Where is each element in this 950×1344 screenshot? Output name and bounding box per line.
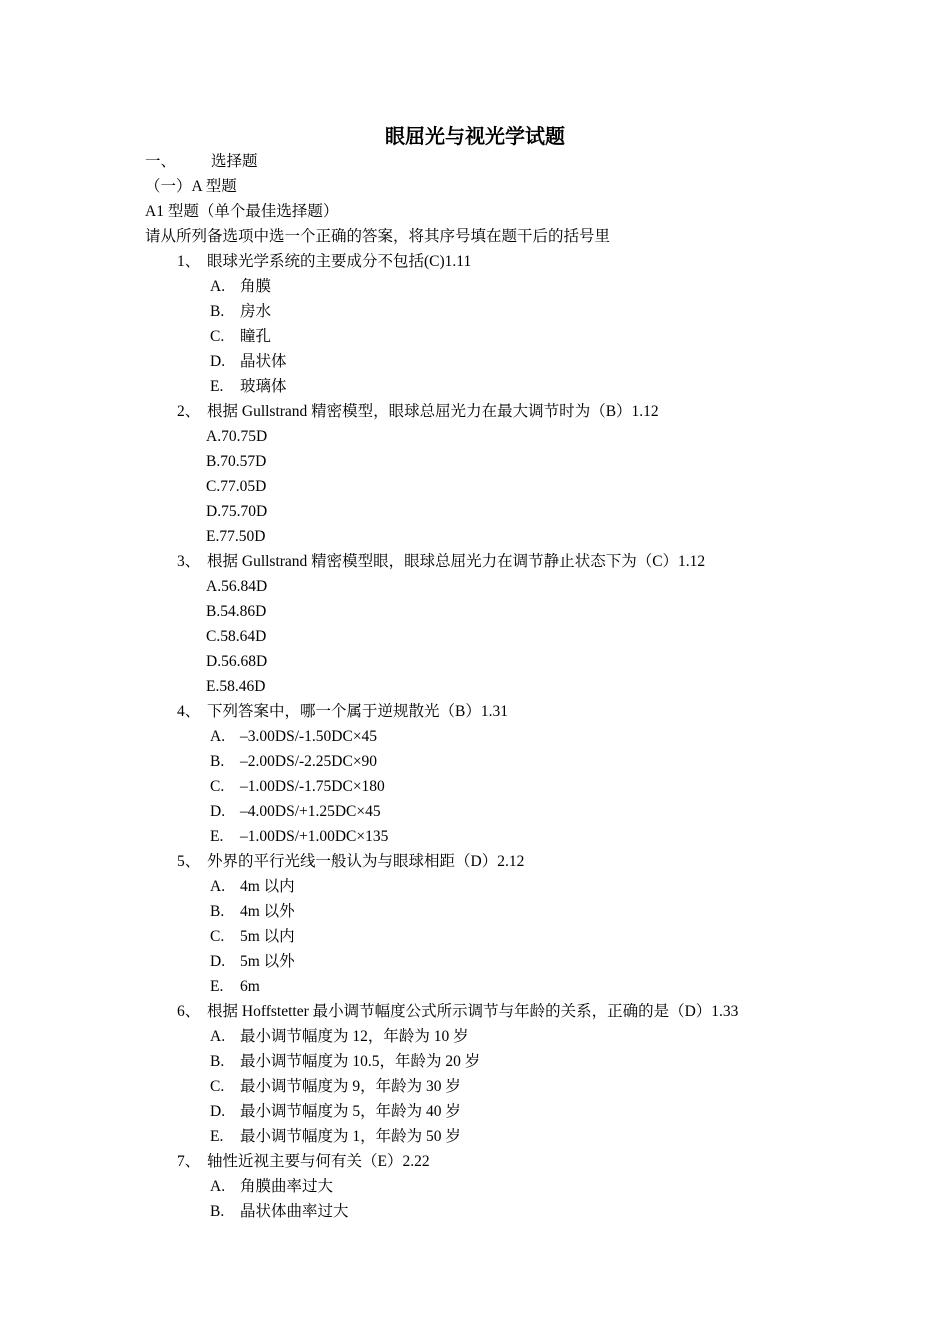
option-letter: B. (210, 903, 225, 920)
option-text: C.77.05D (206, 478, 267, 495)
option-text: –1.00DS/-1.75DC×180 (240, 778, 385, 795)
option-text: 角膜曲率过大 (240, 1178, 334, 1195)
question-item (0, 252, 950, 402)
option-text: 晶状体曲率过大 (240, 1203, 349, 1220)
answer-option (0, 427, 950, 452)
document-title: 眼屈光与视光学试题 (385, 126, 565, 148)
section-number: 一、 (145, 153, 177, 170)
question-stem (0, 402, 950, 427)
question-list (0, 252, 950, 1227)
option-text: 6m (240, 978, 260, 995)
question-item (0, 552, 950, 702)
question-item (0, 402, 950, 552)
option-text: 瞳孔 (240, 328, 272, 345)
option-letter: E. (210, 378, 224, 395)
answer-option (0, 602, 950, 627)
answer-option (0, 377, 950, 402)
option-text: 最小调节幅度为 9，年龄为 30 岁 (240, 1078, 461, 1095)
question-text: 下列答案中，哪一个属于逆规散光（B）1.31 (207, 703, 508, 720)
option-text: 5m 以外 (240, 953, 295, 970)
question-stem (0, 252, 950, 277)
question-text: 根据 Gullstrand 精密模型，眼球总屈光力在最大调节时为（B）1.12 (207, 403, 659, 420)
answer-option (0, 802, 950, 827)
question-text: 眼球光学系统的主要成分不包括(C)1.11 (207, 253, 472, 270)
question-stem (0, 552, 950, 577)
option-text: C.58.64D (206, 628, 267, 645)
option-letter: B. (210, 753, 225, 770)
section-label: 选择题 (211, 153, 258, 170)
answer-option (0, 727, 950, 752)
answer-option (0, 1177, 950, 1202)
answer-option (0, 577, 950, 602)
option-letter: B. (210, 1053, 225, 1070)
option-text: –2.00DS/-2.25DC×90 (240, 753, 378, 770)
question-item (0, 702, 950, 852)
question-item (0, 852, 950, 1002)
answer-option (0, 627, 950, 652)
option-letter: D. (210, 1103, 226, 1120)
question-text: 根据 Hoffstetter 最小调节幅度公式所示调节与年龄的关系，正确的是（D）1.33 (207, 1003, 739, 1020)
answer-option (0, 752, 950, 777)
answer-option (0, 1102, 950, 1127)
option-letter: E. (210, 828, 224, 845)
option-letter: D. (210, 953, 226, 970)
subsection-heading: （一）A 型题 (145, 178, 237, 195)
instruction-text: 请从所列备选项中选一个正确的答案，将其序号填在题干后的括号里 (145, 228, 611, 245)
option-letter: B. (210, 303, 225, 320)
question-item (0, 1152, 950, 1227)
question-number: 7、 (177, 1153, 201, 1170)
answer-option (0, 1077, 950, 1102)
option-text: A.56.84D (206, 578, 268, 595)
option-text: –3.00DS/-1.50DC×45 (240, 728, 378, 745)
option-text: 玻璃体 (240, 378, 287, 395)
option-letter: A. (210, 1178, 226, 1195)
option-letter: B. (210, 1203, 225, 1220)
option-text: B.54.86D (206, 603, 267, 620)
option-letter: E. (210, 978, 224, 995)
answer-option (0, 452, 950, 477)
option-text: –1.00DS/+1.00DC×135 (240, 828, 389, 845)
question-number: 1、 (177, 253, 201, 270)
question-number: 5、 (177, 853, 201, 870)
question-type-heading: A1 型题（单个最佳选择题） (145, 203, 339, 220)
answer-option (0, 777, 950, 802)
question-stem (0, 1002, 950, 1027)
answer-option (0, 927, 950, 952)
question-number: 6、 (177, 1003, 201, 1020)
option-text: 晶状体 (240, 353, 287, 370)
option-text: 4m 以内 (240, 878, 295, 895)
question-number: 4、 (177, 703, 201, 720)
answer-option (0, 1027, 950, 1052)
answer-option (0, 527, 950, 552)
option-text: E.77.50D (206, 528, 266, 545)
option-letter: C. (210, 328, 225, 345)
option-text: D.75.70D (206, 503, 268, 520)
question-number: 2、 (177, 403, 201, 420)
answer-option (0, 977, 950, 1002)
option-letter: C. (210, 1078, 225, 1095)
option-letter: A. (210, 278, 226, 295)
answer-option (0, 1127, 950, 1152)
option-text: 房水 (240, 303, 272, 320)
answer-option (0, 827, 950, 852)
option-text: –4.00DS/+1.25DC×45 (240, 803, 381, 820)
option-text: 5m 以内 (240, 928, 295, 945)
question-stem (0, 1152, 950, 1177)
answer-option (0, 902, 950, 927)
answer-option (0, 677, 950, 702)
option-letter: A. (210, 728, 226, 745)
option-text: 4m 以外 (240, 903, 295, 920)
answer-option (0, 477, 950, 502)
answer-option (0, 302, 950, 327)
option-letter: E. (210, 1128, 224, 1145)
question-text: 外界的平行光线一般认为与眼球相距（D）2.12 (207, 853, 525, 870)
option-letter: D. (210, 353, 226, 370)
option-text: E.58.46D (206, 678, 266, 695)
question-text: 根据 Gullstrand 精密模型眼，眼球总屈光力在调节静止状态下为（C）1.12 (207, 553, 706, 570)
option-letter: C. (210, 778, 225, 795)
answer-option (0, 327, 950, 352)
answer-option (0, 1052, 950, 1077)
question-item (0, 1002, 950, 1152)
option-letter: A. (210, 878, 226, 895)
option-text: B.70.57D (206, 453, 267, 470)
question-text: 轴性近视主要与何有关（E）2.22 (207, 1153, 430, 1170)
option-text: 最小调节幅度为 10.5，年龄为 20 岁 (240, 1053, 481, 1070)
option-letter: C. (210, 928, 225, 945)
answer-option (0, 502, 950, 527)
option-text: 最小调节幅度为 1，年龄为 50 岁 (240, 1128, 461, 1145)
answer-option (0, 1202, 950, 1227)
question-stem (0, 702, 950, 727)
answer-option (0, 352, 950, 377)
option-text: 角膜 (240, 278, 272, 295)
option-text: 最小调节幅度为 12，年龄为 10 岁 (240, 1028, 469, 1045)
question-number: 3、 (177, 553, 201, 570)
option-text: 最小调节幅度为 5，年龄为 40 岁 (240, 1103, 461, 1120)
section-heading (145, 152, 258, 172)
question-stem (0, 852, 950, 877)
answer-option (0, 952, 950, 977)
answer-option (0, 652, 950, 677)
option-letter: D. (210, 803, 226, 820)
option-letter: A. (210, 1028, 226, 1045)
option-text: A.70.75D (206, 428, 268, 445)
option-text: D.56.68D (206, 653, 268, 670)
answer-option (0, 277, 950, 302)
answer-option (0, 877, 950, 902)
